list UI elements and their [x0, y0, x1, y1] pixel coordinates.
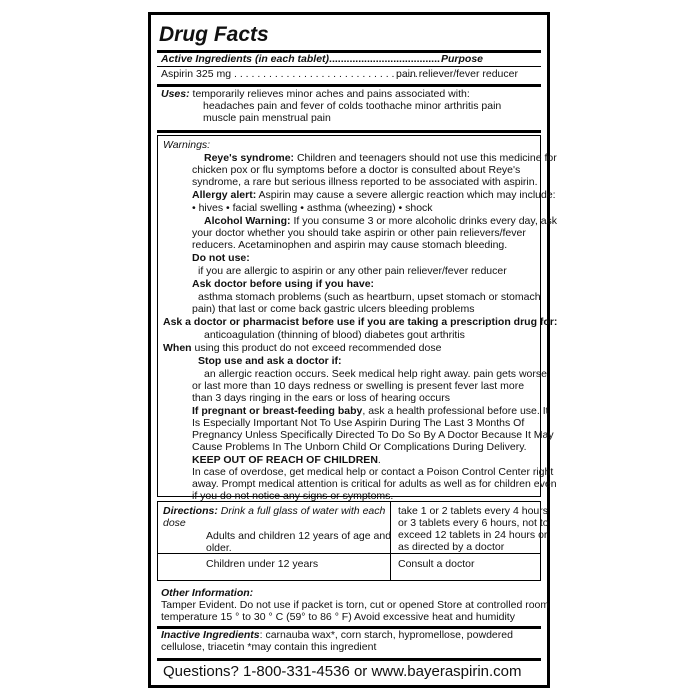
- alcohol-line-2: your doctor whether you should take aspirin or other pain relievers/fever: [192, 227, 526, 239]
- ask-pharmacist-label: Ask a doctor or pharmacist before use if you are taking a prescription drug for:: [163, 316, 558, 328]
- keep-out-of-reach: [192, 454, 381, 466]
- inactive-divider: [157, 658, 541, 661]
- uses-line-1: headaches pain and fever of colds toothache minor arthritis pain: [203, 100, 502, 112]
- drug-facts-label: [148, 12, 558, 688]
- label-title: Drug Facts: [159, 23, 269, 46]
- pregnant-line-4: Cause Problems In The Unborn Child Or Complications During Delivery.: [192, 441, 527, 453]
- warnings-box: [157, 135, 558, 502]
- allergy-text-1: Aspirin may cause a severe allergic reaction which may include:: [258, 189, 556, 201]
- pregnant-label: If pregnant or breast-feeding baby: [192, 405, 363, 417]
- warnings-label: Warnings:: [163, 139, 211, 151]
- adult-label-1: Adults and children 12 years of age and: [206, 530, 392, 542]
- stop-use-label: Stop use and ask a doctor if:: [198, 355, 342, 367]
- uses-lead: [161, 88, 470, 101]
- active-header: [161, 53, 440, 65]
- inactive-text-1: : carnauba wax*, corn starch, hypromellose, powdered: [259, 629, 513, 641]
- adult-dose-2: or 3 tablets every 6 hours, not to: [398, 517, 549, 529]
- active-ingredient-name: Aspirin 325 mg: [161, 68, 232, 80]
- uses-line-2: muscle pain menstrual pain: [203, 112, 331, 124]
- ask-doctor-line-2: pain) that last or come back gastric ulcers bleeding problems: [192, 303, 475, 315]
- overdose-line-1: In case of overdose, get medical help or contact a Poison Control Center right: [192, 466, 554, 478]
- ask-doctor-label: Ask doctor before using if you have:: [192, 278, 375, 290]
- allergy-line-1: [192, 189, 556, 201]
- reye-label: Reye's syndrome:: [204, 152, 295, 164]
- active-header-divider: [157, 66, 541, 67]
- child-label: Children under 12 years: [206, 558, 319, 570]
- active-header-label: Active Ingredients (in each tablet): [161, 53, 330, 65]
- overdose-line-3: if you do not notice any signs or symptoms.: [192, 490, 394, 502]
- uses-divider: [157, 130, 541, 133]
- directions-box: [157, 501, 549, 581]
- pregnant-line-2: Is Especially Important Not To Use Aspirin During The Last 3 Months Of: [192, 417, 525, 429]
- overdose-line-2: away. Prompt medical attention is critical for adults as well as for children even: [192, 478, 557, 490]
- adult-dose-3: exceed 12 tablets in 24 hours or: [398, 529, 548, 541]
- adult-dose-4: as directed by a doctor: [398, 541, 505, 553]
- directions-lead-2: dose: [163, 517, 186, 529]
- keep-out-period: .: [377, 454, 381, 466]
- allergy-label: Allergy alert:: [192, 189, 257, 201]
- active-header-dots: ......................................: [329, 53, 440, 65]
- directions-label: Directions:: [163, 505, 218, 517]
- reye-line-2: chicken pox or flu symptoms before a doctor is consulted about Reye's: [192, 164, 521, 176]
- purpose-header: Purpose: [441, 53, 484, 65]
- child-dose: Consult a doctor: [398, 558, 475, 570]
- other-info-label: Other Information:: [161, 587, 254, 599]
- adult-dose-1: take 1 or 2 tablets every 4 hours: [398, 505, 548, 517]
- stop-use-line-3: than 3 days ringing in the ears or loss of hearing occurs: [192, 392, 450, 404]
- ask-pharmacist-line-1: anticoagulation (thinning of blood) diabetes gout arthritis: [204, 329, 465, 341]
- pregnant-line-1: [192, 405, 549, 417]
- alcohol-label: Alcohol Warning:: [204, 215, 291, 227]
- keep-out-label: KEEP OUT OF REACH OF CHILDREN: [192, 454, 378, 466]
- active-ingredient-dots: . . . . . . . . . . . . . . . . . . . . . . . . . . . . . . . .: [234, 68, 418, 80]
- inactive-line-2: cellulose, triacetin *may contain this ingredient: [161, 641, 377, 653]
- other-info-line-2: temperature 15 ° to 30 ° C (59° to 86 ° F) Avoid excessive heat and humidity: [161, 611, 515, 623]
- other-info-line-1: Tamper Evident. Do not use if packet is torn, cut or opened Store at controlled room: [161, 599, 550, 611]
- reye-text-1: Children and teenagers should not use this medicine for: [296, 152, 557, 164]
- uses-label: Uses:: [161, 88, 190, 100]
- pregnant-line-3: Pregnancy Unless Specifically Directed To Do So By A Doctor Because It May: [192, 429, 554, 441]
- inactive-line-1: [161, 629, 513, 641]
- alcohol-line-1: [204, 215, 557, 227]
- alcohol-line-3: reducers. Acetaminophen and aspirin may cause stomach bleeding.: [192, 239, 508, 251]
- stop-use-line-1: an allergic reaction occurs. Seek medical help right away. pain gets worse: [204, 368, 547, 380]
- reye-line-1: [204, 152, 557, 164]
- when-using-line: [163, 342, 441, 354]
- when-label: When: [163, 342, 192, 354]
- uses-lead-text: temporarily relieves minor aches and pains associated with:: [192, 88, 470, 100]
- directions-lead-text: Drink a full glass of water with each: [220, 505, 386, 517]
- alcohol-text-1: If you consume 3 or more alcoholic drinks every day, ask: [293, 215, 558, 227]
- stop-use-line-2: or last more than 10 days redness or swelling is present fever last more: [192, 380, 525, 392]
- pregnant-text-1: , ask a health professional before use. It: [362, 405, 549, 417]
- allergy-line-2: • hives • facial swelling • asthma (wheezing) • shock: [192, 202, 433, 214]
- reye-line-3: syndrome, a rare but serious illness reported to be associated with aspirin.: [192, 176, 538, 188]
- inactive-label: Inactive Ingredients: [161, 629, 260, 641]
- active-ingredient-purpose: pain reliever/fever reducer: [396, 68, 518, 80]
- directions-lead-1: [163, 505, 385, 517]
- adult-label-2: older.: [206, 542, 232, 554]
- do-not-use-line-1: if you are allergic to aspirin or any other pain reliever/fever reducer: [198, 265, 507, 277]
- questions-line: Questions? 1-800-331-4536 or www.bayeraspirin.com: [163, 663, 522, 680]
- do-not-use-label: Do not use:: [192, 252, 250, 264]
- active-divider: [157, 84, 541, 87]
- ask-doctor-line-1: asthma stomach problems (such as heartburn, upset stomach or stomach: [198, 291, 541, 303]
- when-text: using this product do not exceed recommended dose: [194, 342, 442, 354]
